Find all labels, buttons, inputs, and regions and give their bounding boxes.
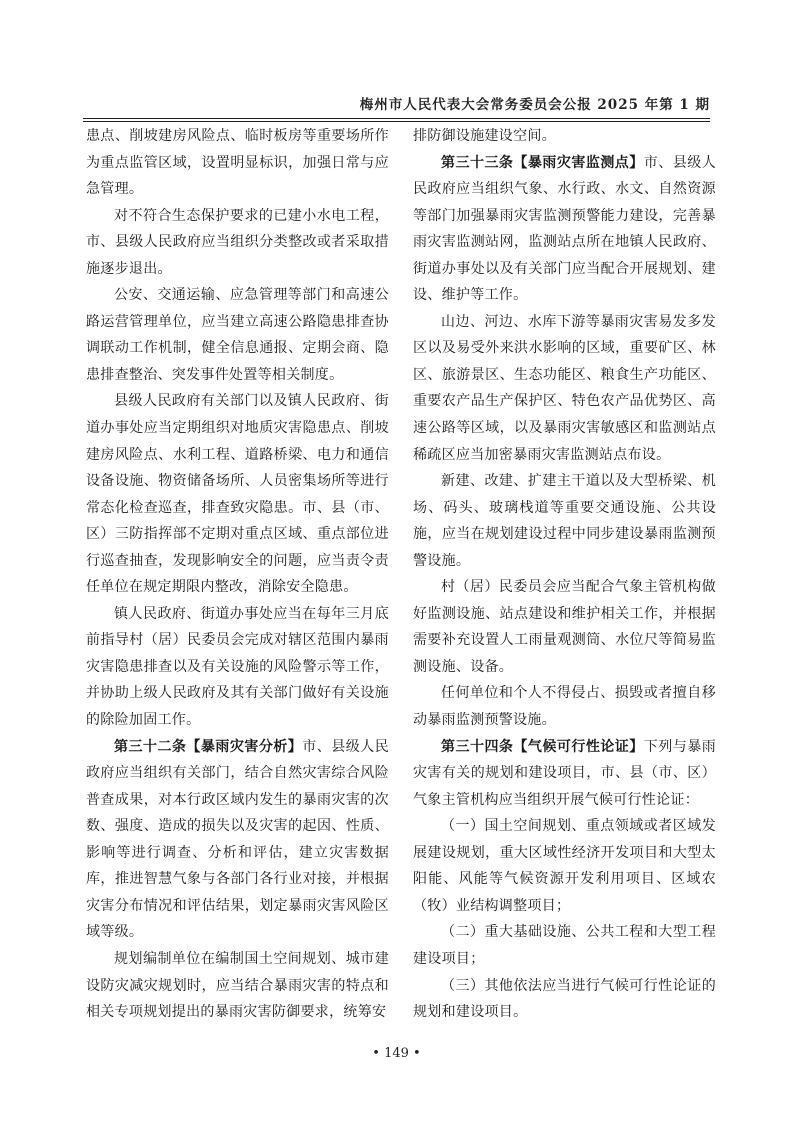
paragraph: 患点、削坡建房风险点、临时板房等重要场所作为重点监管区域，设置明显标识，加强日常与应急管理。 — [86, 128, 389, 198]
paragraph: 新建、改建、扩建主干道以及大型桥梁、机场、码头、玻璃栈道等重要交通设施、公共设施，应当在规划建设过程中同步建设暴雨监测预警设施。 — [413, 473, 716, 569]
list-item: （一）国土空间规划、重点领域或者区域发展建设规划，重大区域性经济开发项目和大型太阳能、风能等气候资源开发利用项目、区域农（牧）业结构调整项目； — [413, 818, 716, 914]
paragraph: 公安、交通运输、应急管理等部门和高速公路运营管理单位，应当建立高速公路隐患排查协调联动工作机制，健全信息通报、定期会商、隐患排查整治、突发事件处置等相关制度。 — [86, 287, 389, 383]
paragraph: 排防御设施建设空间。 — [413, 128, 556, 144]
article-heading: 第三十四条【气候可行性论证】 — [441, 738, 644, 755]
paragraph: 对不符合生态保护要求的已建小水电工程，市、县级人民政府应当组织分类整改或者采取措施逐步退出。 — [86, 207, 389, 277]
page-number: • 149 • — [372, 1046, 421, 1061]
article-heading: 第三十三条【暴雨灾害监测点】 — [441, 154, 644, 171]
article-32: 第三十二条【暴雨灾害分析】市、县级人民政府应当组织有关部门，结合自然灾害综合风险普查成果，对本行政区域内发生的暴雨灾害的次数、强度、造成的损失以及灾害的起因、性质、影响等进行调查、分析和评估，建立灾害数据库，推进智慧气象与各部门各行业对接，并根据灾害分布情况和评估结果，划定暴雨灾害风险区域等级。 — [86, 738, 389, 941]
paragraph: 县级人民政府有关部门以及镇人民政府、街道办事处应当定期组织对地质灾害隐患点、削坡建房风险点、水利工程、道路桥梁、电力和通信设备设施、物资储备场所、人员密集场所等进行常态化检查巡查，排查致灾隐患。市、县（市、区）三防指挥部不定期对重点区域、重点部位进行巡查抽查，发现影响安全的问题，应当责令责任单位在规定期限内整改，消除安全隐患。 — [86, 393, 389, 596]
journal-header: 梅州市人民代表大会常务委员会公报 2025 年第 1 期 — [359, 97, 710, 113]
article-34: 第三十四条【气候可行性论证】下列与暴雨灾害有关的规划和建设项目，市、县（市、区）气象主管机构应当组织开展气候可行性论证： — [413, 738, 716, 808]
paragraph: 镇人民政府、街道办事处应当在每年三月底前指导村（居）民委员会完成对辖区范围内暴雨灾害隐患排查以及有关设施的风险警示等工作，并协助上级人民政府及其有关部门做好有关设施的除险加固工作。 — [86, 605, 389, 729]
paragraph: 任何单位和个人不得侵占、损毁或者擅自移动暴雨监测预警设施。 — [413, 685, 716, 729]
left-column — [86, 123, 389, 1026]
paragraph: 村（居）民委员会应当配合气象主管机构做好监测设施、站点建设和维护相关工作，并根据需要补充设置人工雨量观测筒、水位尺等简易监测设施、设备。 — [413, 579, 716, 675]
paragraph: 山边、河边、水库下游等暴雨灾害易发多发区以及易受外来洪水影响的区域，重要矿区、林区、旅游景区、生态功能区、粮食生产功能区、重要农产品生产保护区、特色农产品优势区、高速公路等区域，以及暴雨灾害敏感区和监测站点稀疏区应当加密暴雨灾害监测站点布设。 — [413, 313, 716, 463]
article-33: 第三十三条【暴雨灾害监测点】市、县级人民政府应当组织气象、水行政、水文、自然资源等部门加强暴雨灾害监测预警能力建设，完善暴雨灾害监测站网，监测站点所在地镇人民政府、街道办事处以及有关部门应当配合开展规划、建设、维护等工作。 — [413, 154, 716, 304]
header-rule-thick — [83, 118, 710, 119]
right-column — [413, 123, 716, 1026]
header-rule-thin — [83, 121, 710, 122]
article-heading: 第三十二条【暴雨灾害分析】 — [114, 738, 303, 755]
paragraph: 规划编制单位在编制国土空间规划、城市建设防灾减灾规划时，应当结合暴雨灾害的特点和相关专项规划提出的暴雨灾害防御要求，统筹安 — [86, 950, 389, 1021]
list-item: （二）重大基础设施、公共工程和大型工程建设项目； — [413, 924, 716, 967]
list-item: （三）其他依法应当进行气候可行性论证的规划和建设项目。 — [413, 977, 716, 1021]
